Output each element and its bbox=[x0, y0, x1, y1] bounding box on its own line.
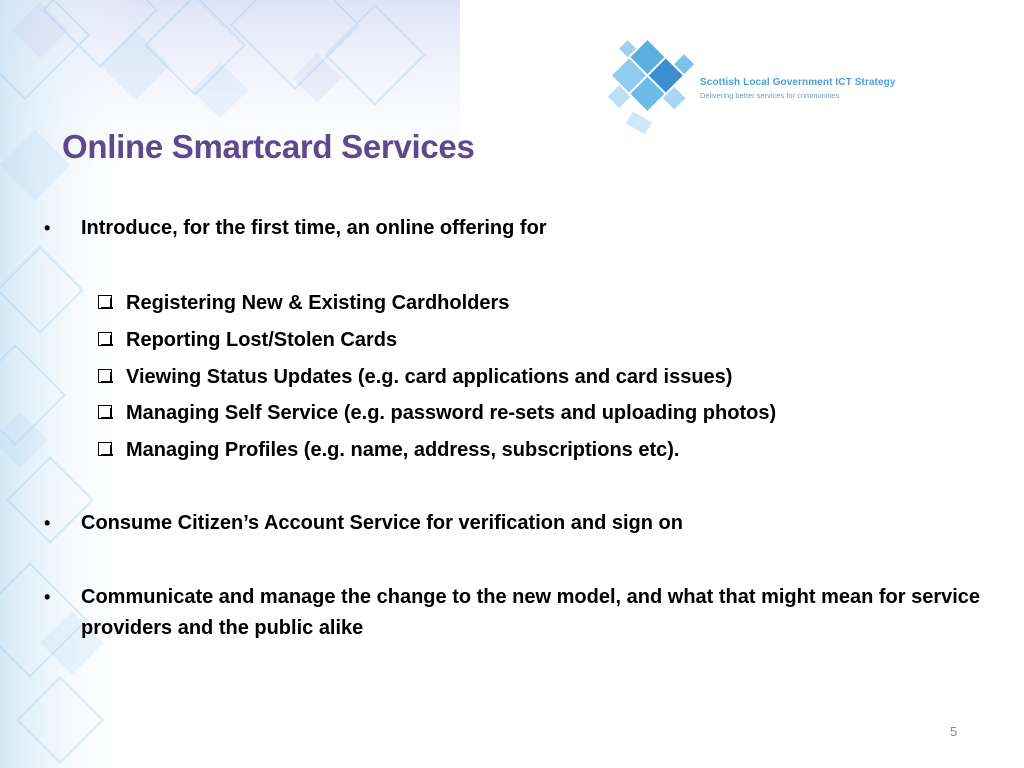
logo-title: Scottish Local Government ICT Strategy bbox=[700, 77, 896, 88]
bullet-text: Communicate and manage the change to the new model, and what that might mean for service providers and the public alike bbox=[81, 586, 981, 639]
checkbox-bullet-icon bbox=[98, 369, 112, 383]
bullet-dot-icon: • bbox=[44, 218, 51, 238]
slide-title: Online Smartcard Services bbox=[62, 128, 475, 165]
logo-tagline: Delivering better services for communities bbox=[700, 91, 840, 100]
checkbox-list-text: Registering New & Existing Cardholders bbox=[126, 292, 510, 314]
checkbox-bullet-icon bbox=[98, 332, 112, 346]
checkbox-bullet-icon bbox=[98, 405, 112, 419]
checkbox-bullet-icon bbox=[98, 442, 112, 456]
bullet-text: Consume Citizen’s Account Service for verification and sign on bbox=[81, 512, 683, 534]
checkbox-list-text: Reporting Lost/Stolen Cards bbox=[126, 329, 398, 351]
checkbox-list-text: Viewing Status Updates (e.g. card applications and card issues) bbox=[126, 366, 733, 388]
page-number: 5 bbox=[950, 724, 958, 739]
bullet-text: Introduce, for the first time, an online offering for bbox=[81, 217, 547, 239]
bullet-dot-icon: • bbox=[44, 587, 51, 607]
checkbox-list-text: Managing Self Service (e.g. password re-sets and uploading photos) bbox=[126, 402, 777, 424]
bullet-dot-icon: • bbox=[44, 513, 51, 533]
checkbox-list-text: Managing Profiles (e.g. name, address, subscriptions etc). bbox=[126, 439, 680, 461]
checkbox-bullet-icon bbox=[98, 295, 112, 309]
